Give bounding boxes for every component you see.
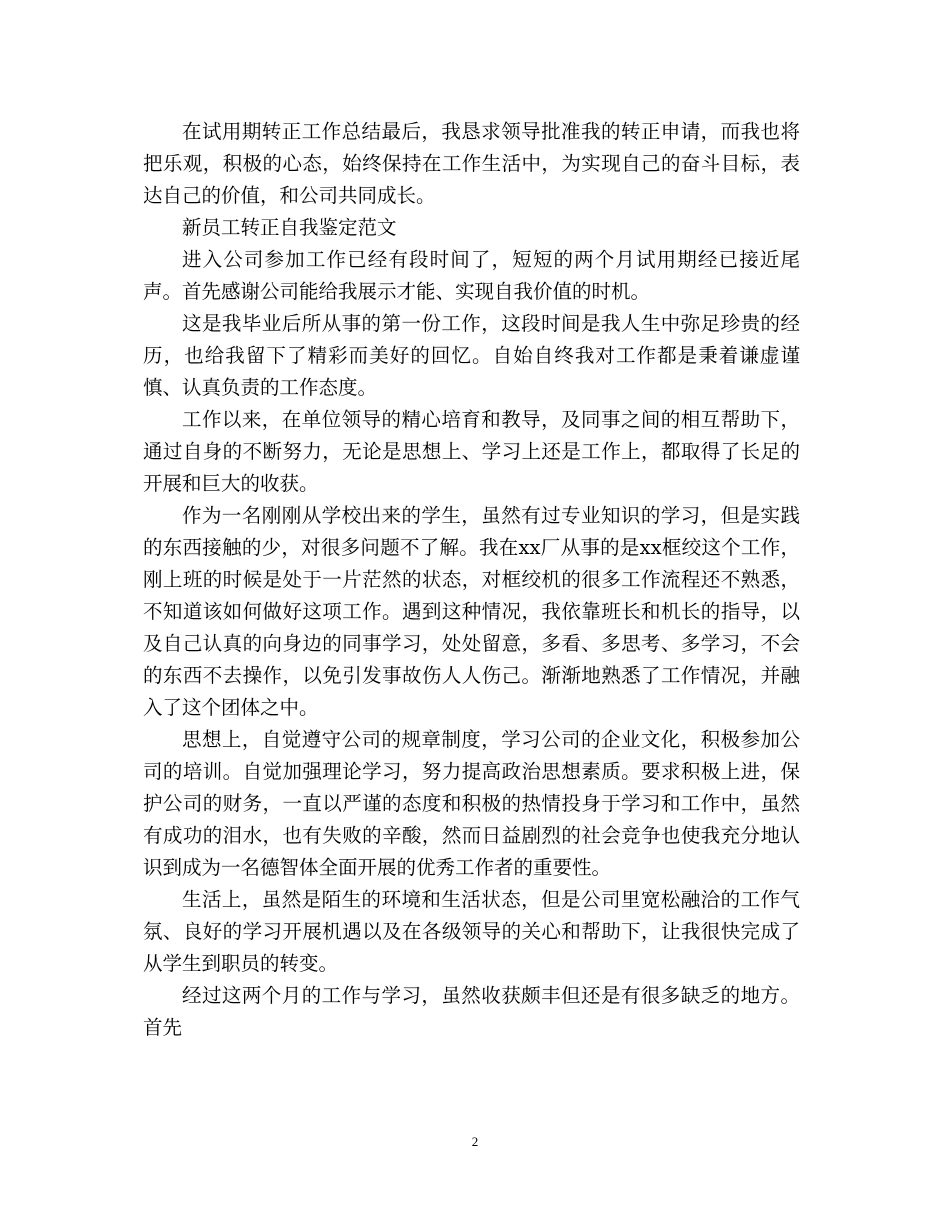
paragraph: 思想上，自觉遵守公司的规章制度，学习公司的企业文化，积极参加公司的培训。自觉加强理论学习，努力提高政治思想素质。要求积极上进，保护公司的财务，一直以严谨的态度和积极的热情投身于学习和工作中，虽然有成功的泪水，也有失败的辛酸，然而日益剧烈的社会竞争也使我充分地认识到成为一名德智体全面开展的优秀工作者的重要性。 — [143, 728, 800, 879]
section-heading: 新员工转正自我鉴定范文 — [182, 216, 397, 239]
paragraph: 在试用期转正工作总结最后，我恳求领导批准我的转正申请，而我也将把乐观，积极的心态，始终保持在工作生活中，为实现自己的奋斗目标，表达自己的价值，和公司共同成长。 — [143, 120, 800, 207]
paragraph: 经过这两个月的工作与学习，虽然收获颇丰但还是有很多缺乏的地方。首先 — [143, 984, 800, 1039]
paragraph: 生活上，虽然是陌生的环境和生活状态，但是公司里宽松融洽的工作气氛、良好的学习开展机遇以及在各级领导的关心和帮助下，让我很快完成了从学生到职员的转变。 — [143, 888, 800, 975]
page-number: 2 — [471, 1134, 479, 1149]
document-body — [143, 116, 800, 1044]
paragraph: 这是我毕业后所从事的第一份工作，这段时间是我人生中弥足珍贵的经历，也给我留下了精彩而美好的回忆。自始自终我对工作都是秉着谦虚谨慎、认真负责的工作态度。 — [143, 312, 800, 399]
paragraph: 工作以来，在单位领导的精心培育和教导，及同事之间的相互帮助下，通过自身的不断努力，无论是思想上、学习上还是工作上，都取得了长足的开展和巨大的收获。 — [143, 408, 800, 495]
paragraph: 进入公司参加工作已经有段时间了，短短的两个月试用期经已接近尾声。首先感谢公司能给我展示才能、实现自我价值的时机。 — [143, 248, 800, 303]
paragraph: 作为一名刚刚从学校出来的学生，虽然有过专业知识的学习，但是实践的东西接触的少，对很多问题不了解。我在xx厂从事的是xx框绞这个工作，刚上班的时候是处于一片茫然的状态，对框绞机的很多工作流程还不熟悉，不知道该如何做好这项工作。遇到这种情况，我依靠班长和机长的指导，以及自己认真的向身边的同事学习，处处留意，多看、多思考、多学习，不会的东西不去操作，以免引发事故伤人人伤己。渐渐地熟悉了工作情况，并融入了这个团体之中。 — [143, 504, 800, 719]
